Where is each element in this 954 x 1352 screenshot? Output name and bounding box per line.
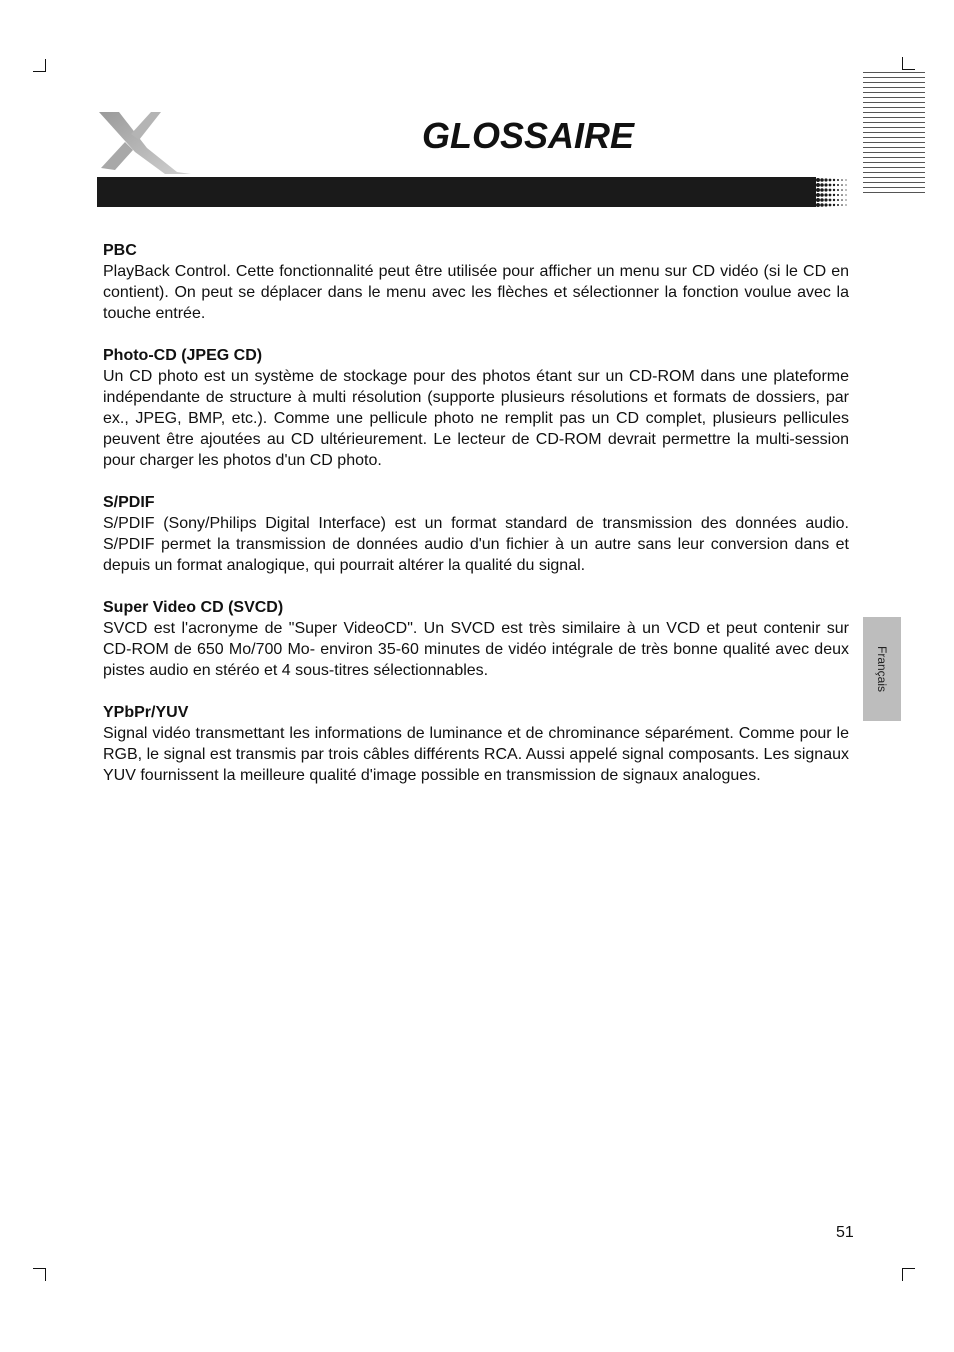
page-number: 51 (836, 1224, 854, 1241)
glossary-entry-photo-cd (103, 345, 849, 471)
x-logo-icon (95, 108, 193, 176)
glossary-term: PBC (103, 242, 137, 259)
glossary-entry-spdif (103, 492, 849, 576)
crop-mark-top-left (33, 59, 46, 72)
language-tab (863, 617, 901, 721)
crop-mark-bottom-left (33, 1268, 46, 1281)
glossary-definition: SVCD est l'acronyme de "Super VideoCD". Un SVCD est très similaire à un VCD et peut contenir sur CD-ROM de 650 Mo/700 Mo- environ 35-60 minutes de vidéo intégrale de très bonne qualité avec deux pistes audio en stéréo et 4 sous-titres sélectionnables. (103, 620, 849, 679)
crop-mark-bottom-right (902, 1268, 915, 1281)
decorative-stripes (863, 72, 925, 196)
glossary-definition: S/PDIF (Sony/Philips Digital Interface) est un format standard de transmission des données audio. S/PDIF permet la transmission de données audio d'un fichier à un autre sans leur conversion dans et depuis un format analogique, qui pourrait altérer la qualité du signal. (103, 515, 849, 574)
glossary-definition: Signal vidéo transmettant les informations de luminance et de chrominance séparément. Comme pour le RGB, le signal est transmis par trois câbles différents RCA. Aussi appelé signal composants. Les signaux YUV fournissent la meilleure qualité d'image possible en transmission de signaux analogues. (103, 725, 849, 784)
glossary-entry-pbc (103, 240, 849, 324)
glossary-definition: PlayBack Control. Cette fonctionnalité peut être utilisée pour afficher un menu sur CD vidéo (si le CD en contient). On peut se déplacer dans le menu avec les flèches et sélectionner la fonction voulue avec la touche entrée. (103, 263, 849, 322)
glossary-definition: Un CD photo est un système de stockage pour des photos étant sur un CD-ROM dans une plateforme indépendante de structure à multi résolution (supporte plusieurs résolutions et formats de dossiers, par ex., JPEG, BMP, etc.). Comme une pellicule photo ne remplit pas un CD complet, plusieurs pellicules peuvent être ajoutées au CD ultérieurement. Le lecteur de CD-ROM devrait permettre la multi-session pour charger les photos d'un CD photo. (103, 368, 849, 469)
glossary-entry-ypbpr (103, 702, 849, 786)
header-bar (97, 177, 850, 207)
glossary-term: YPbPr/YUV (103, 704, 189, 721)
glossary-term: Super Video CD (SVCD) (103, 599, 284, 616)
glossary-entry-svcd (103, 597, 849, 681)
glossary-content (103, 240, 849, 807)
language-tab-label: Français (875, 645, 890, 693)
page-title: GLOSSAIRE (422, 115, 635, 156)
glossary-term: S/PDIF (103, 494, 155, 511)
glossary-term: Photo-CD (JPEG CD) (103, 347, 263, 364)
halftone-dots-decoration (816, 177, 850, 207)
crop-mark-top-right (902, 57, 915, 70)
